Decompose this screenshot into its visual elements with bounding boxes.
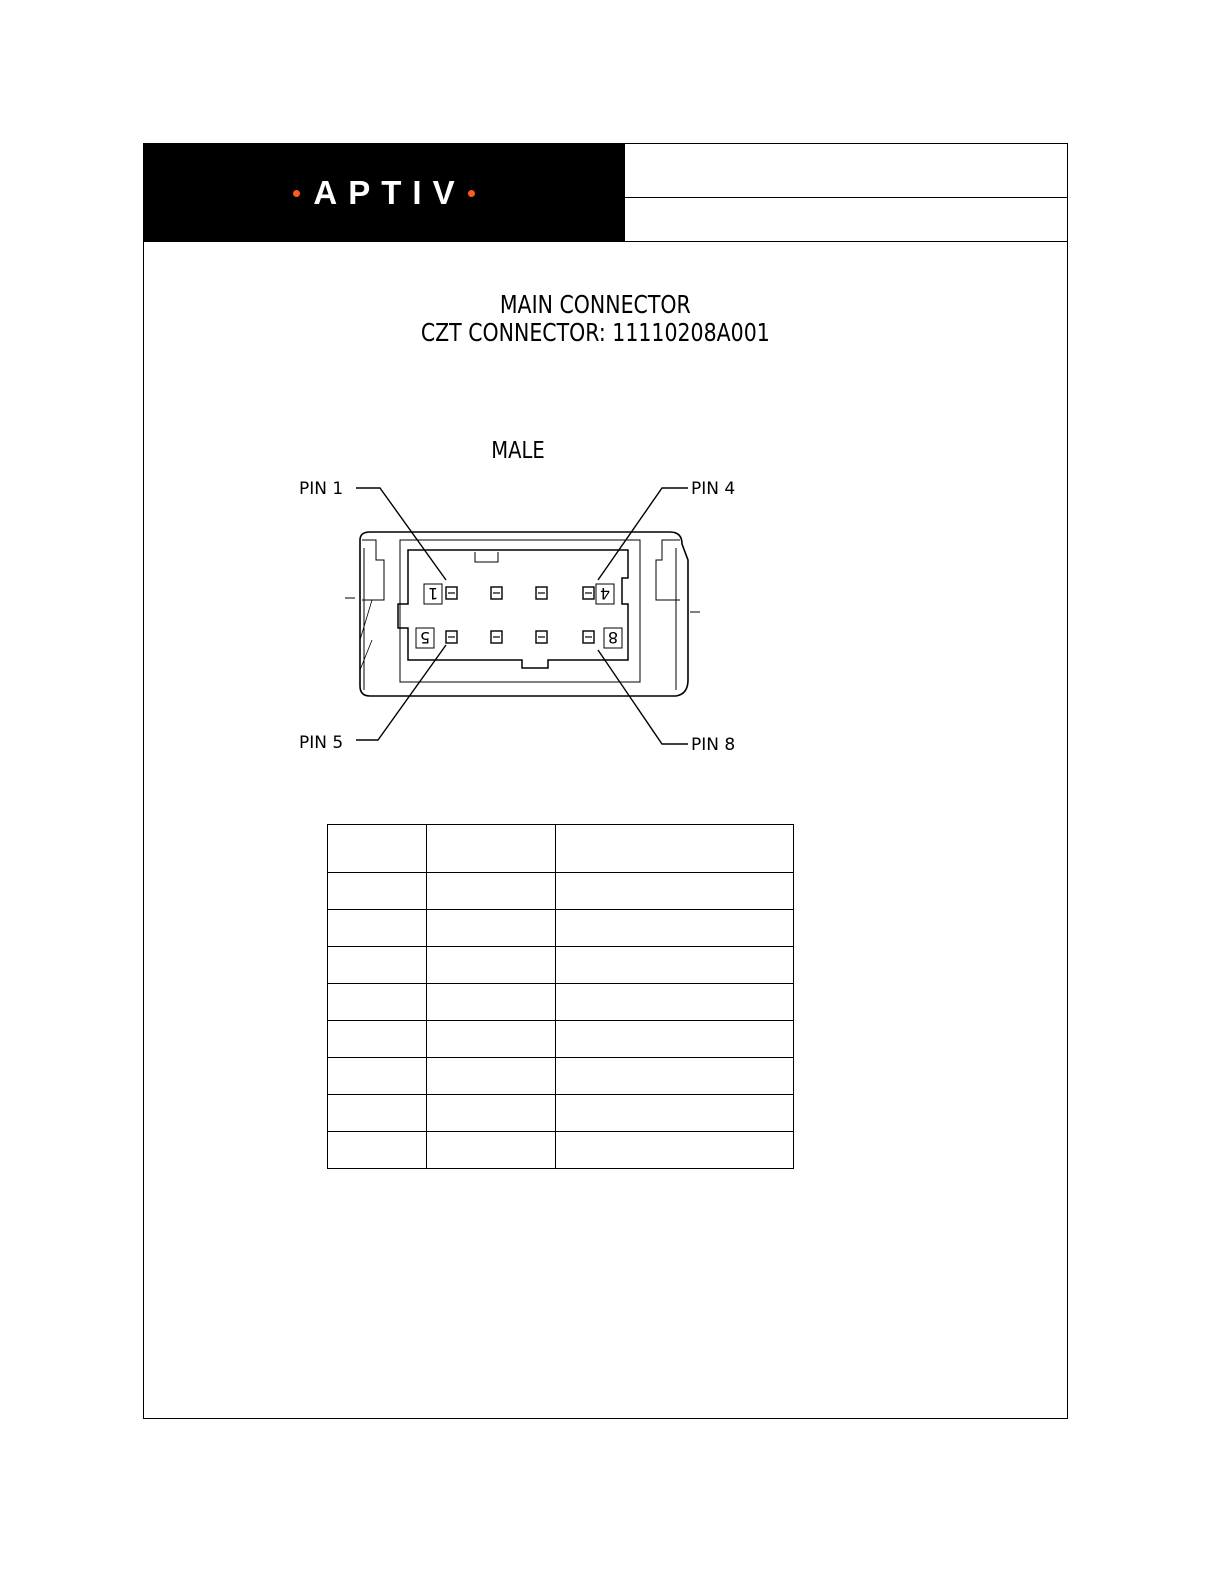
- table-header-cell: [328, 825, 427, 873]
- table-row: [328, 1058, 794, 1095]
- table-row: [328, 1132, 794, 1169]
- pin-1-leader: [356, 488, 446, 580]
- pin-8-callout: PIN 8: [691, 735, 736, 755]
- table-cell: [427, 1132, 556, 1169]
- table-cell: [556, 1021, 794, 1058]
- table-cell: [427, 910, 556, 947]
- table-cell: [556, 947, 794, 984]
- title-block-row-2: [625, 198, 1067, 241]
- cavity-number-5: 5: [419, 628, 431, 647]
- pin-row-top: [446, 587, 594, 599]
- table-cell: [556, 1058, 794, 1095]
- table-row: [328, 873, 794, 910]
- table-cell: [427, 984, 556, 1021]
- table-cell: [328, 1058, 427, 1095]
- aptiv-logo: [283, 174, 484, 212]
- table-cell: [328, 873, 427, 910]
- pin-5-callout: PIN 5: [299, 733, 344, 753]
- table-row: [328, 947, 794, 984]
- table-cell: [427, 947, 556, 984]
- mating-cavity: [398, 550, 628, 668]
- heading-line-2: CZT CONNECTOR: 11110208A001: [420, 318, 770, 347]
- table-cell: [328, 984, 427, 1021]
- table-row: [328, 984, 794, 1021]
- cavity-number-4: 4: [599, 584, 611, 603]
- table-row: [328, 1095, 794, 1132]
- table-cell: [556, 1095, 794, 1132]
- table-cell: [556, 910, 794, 947]
- table-cell: [427, 873, 556, 910]
- table-cell: [328, 1021, 427, 1058]
- table-cell: [427, 1058, 556, 1095]
- table-cell: [328, 947, 427, 984]
- pin-4-leader: [598, 488, 688, 580]
- left-clip: [362, 540, 384, 600]
- table-cell: [556, 984, 794, 1021]
- table-cell: [328, 910, 427, 947]
- polarization-key: [475, 552, 498, 562]
- table-header-cell: [556, 825, 794, 873]
- pin-row-bottom: [446, 631, 594, 643]
- table-cell: [328, 1095, 427, 1132]
- table-row: [328, 910, 794, 947]
- cavity-number-8: 8: [607, 628, 619, 647]
- logo-text: APTIV: [313, 174, 466, 211]
- pin-4-callout: PIN 4: [691, 479, 736, 499]
- title-block: [624, 144, 1067, 242]
- table-cell: [427, 1021, 556, 1058]
- male-label: MALE: [491, 437, 545, 465]
- table-header-row: [328, 825, 794, 873]
- table-header-cell: [427, 825, 556, 873]
- connector-drawing: [290, 430, 770, 770]
- pin-8-leader: [598, 650, 688, 744]
- title-block-row-1: [625, 144, 1067, 198]
- pin-assignment-table: [327, 824, 794, 1169]
- housing-detail: [360, 600, 372, 670]
- logo-dot-left-icon: [293, 190, 300, 197]
- connector-housing: [360, 532, 688, 696]
- table-cell: [328, 1132, 427, 1169]
- table-cell: [556, 1132, 794, 1169]
- cavity-number-1: 1: [427, 584, 439, 603]
- table-cell: [556, 873, 794, 910]
- table-cell: [427, 1095, 556, 1132]
- housing-inner-edge: [364, 548, 676, 690]
- logo-dot-right-icon: [468, 190, 475, 197]
- heading-line-1: MAIN CONNECTOR: [499, 290, 691, 319]
- pin-1-callout: PIN 1: [299, 479, 344, 499]
- logo-banner: [144, 144, 624, 242]
- table-row: [328, 1021, 794, 1058]
